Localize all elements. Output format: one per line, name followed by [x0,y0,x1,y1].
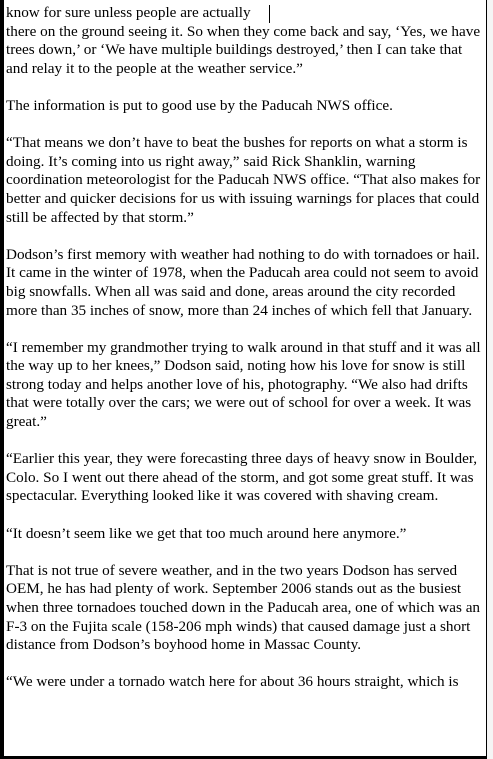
paragraph-4: Dodson’s first memory with weather had nothing to do with tornadoes or hail. It came in the winter of 1978, when the Paducah area could not seem to avoid big snowfalls. When all was said and done, areas around the city recorded more than 35 inches of snow, more than 24 inches of which fell that January. [6,245,480,319]
page-left-border [0,0,4,759]
paragraph-9: “We were under a tornado watch here for about 36 hours straight, which is [6,673,459,691]
text-cursor [269,5,270,23]
paragraph-8: That is not true of severe weather, and in the two years Dodson has served OEM, he has had plenty of work. September 2006 stands out as the busiest when three tornadoes touched down in the Paducah area, one of which was an F-3 on the Fujita scale (158-206 mph winds) that caused damage just a short distance from Dodson’s boyhood home in Massac County. [6,561,481,654]
paragraph-6: “Earlier this year, they were forecasting three days of heavy snow in Boulder, Colo. So I went out there ahead of the storm, and got some great stuff. It was spectacular. Everything looked like it was covered with shaving cream. [6,450,478,505]
paragraph-3: “That means we don’t have to beat the bushes for reports on what a storm is doing. It’s coming into us right away,” said Rick Shanklin, warning coordination meteorologist for the Paducah NWS office. “That also makes for better and quicker decisions for us with issuing warnings for places that could still be affected by that storm.” [6,134,481,226]
page-right-border [486,0,487,759]
paragraph-5: “I remember my grandmother trying to walk around in that stuff and it was all the way up to her knees,” Dodson said, noting how his love for snow is still strong today and helps another love of his, photography. “We also had drifts that were totally over the cars; we were out of school for over a week. It was great.” [6,338,481,431]
document-page [6,4,484,754]
paragraph-2: The information is put to good use by the Paducah NWS office. [6,96,393,114]
paragraph-1: know for sure unless people are actually there on the ground seeing it. So when they come back and say, ‘Yes, we have trees down,’ or ‘We have multiple buildings destroyed,’ then I can take that and relay it to the people at the weather service.” [6,4,481,77]
page-right-gutter [487,0,493,759]
paragraph-7: “It doesn’t seem like we get that too much around here anymore.” [6,524,407,542]
